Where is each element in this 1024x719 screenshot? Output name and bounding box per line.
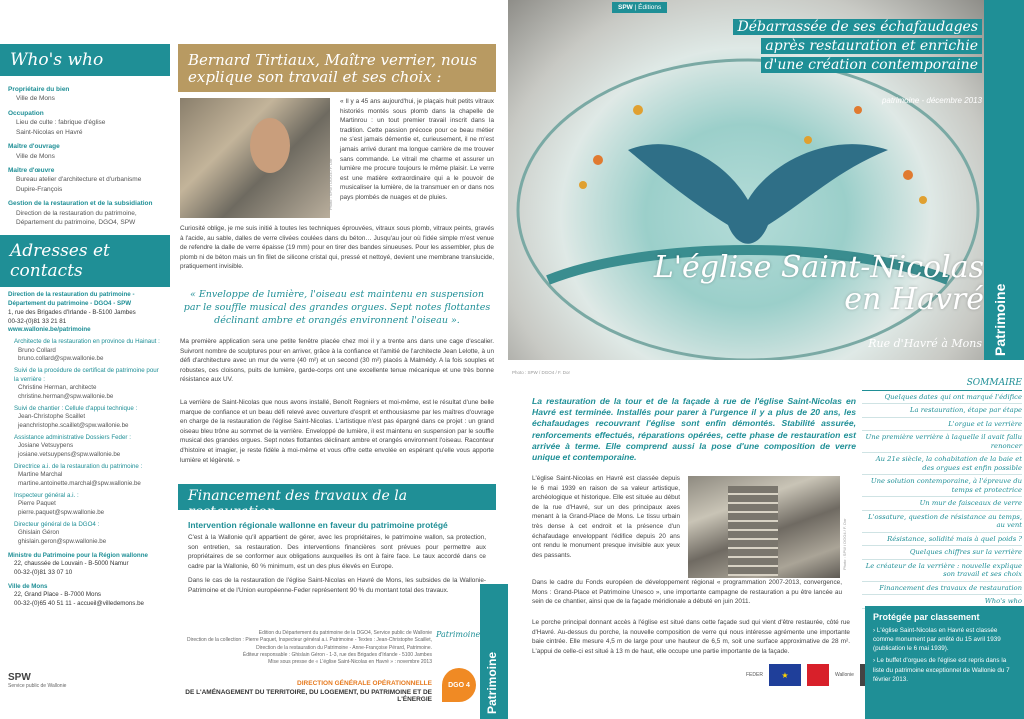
dgo4-address: 1, rue des Brigades d'Irlande - B-5100 Jambes	[8, 308, 136, 316]
dgo4-banner	[178, 680, 432, 703]
finance-paragraph-2: Dans le cas de la restauration de l'église Saint-Nicolas en Havré de Mons, les subsides de la Wallonie-Patrimoine et de l'Union européenne-Feder représentent 90 % du montant total des travaux.	[188, 577, 486, 594]
interview-quote: « Enveloppe de lumière, l'oiseau est maintenu en suspension par le souffle musical des grandes orgues. Sept notes flottantes déclinant ambre et orangés environnent l'oiseau ».	[183, 289, 491, 326]
amber-note	[579, 181, 587, 189]
body-paragraph-1: L'église Saint-Nicolas en Havré est classée depuis le 6 mai 1939 en raison de sa valeur artistique, archéologique et historique. Elle est située au début de la rue d'Havré, sur un des principaux axes menant à la Grand-Place de Mons. Le tissu urbain très dense à cet endroit et la présence d'un échafaudage enveloppant l'édifice depuis 20 ans ont rendu le monument presque invisible aux yeux des passants.	[532, 475, 680, 559]
whos-who-entry-line: Bureau atelier d'architecture et d'urbanisme	[16, 176, 142, 184]
contact-role: Suivi de chantier : Cellule d'appui technique :	[14, 404, 138, 412]
sommaire-item[interactable]: L'ossature, question de résistance au temps, au vent	[862, 511, 1022, 533]
contact-role: Directrice a.i. de la restauration du patrimoine :	[14, 462, 143, 470]
whos-who-list	[0, 76, 170, 231]
mons-line-2: 00-32-(0)65 40 51 11 - accueil@villedemons.be	[14, 599, 144, 607]
patrimoine-flag	[984, 0, 1024, 360]
spw-logo-sub: Service public de Wallonie	[8, 683, 67, 689]
dgo4-address-title: Direction de la restauration du patrimoine - Département du patrimoine - DGO4 - SPW	[8, 291, 135, 308]
amber-note	[903, 170, 913, 180]
contact-email-link[interactable]: christine.herman@spw.wallonie.be	[18, 392, 114, 400]
contact-role: Directeur général de la DGO4 :	[14, 520, 100, 528]
contact-email-link[interactable]: bruno.collard@spw.wallonie.be	[18, 355, 104, 363]
blue-bird-icon	[628, 144, 888, 244]
protegee-item-1: › L'église Saint-Nicolas en Havré est classée comme monument par arrêté du 15 avril 1939 (publication le 6 mai 1939).	[873, 627, 1001, 653]
contact-item	[8, 492, 162, 518]
sommaire-title: SOMMAIRE	[862, 378, 1022, 391]
contact-item	[8, 434, 162, 460]
headline-line-3: d'une création contemporaine	[761, 57, 982, 73]
sommaire-item[interactable]: Le créateur de la verrière : nouvelle explique son travail et ses choix	[862, 560, 1022, 582]
contact-email-link[interactable]: ghislain.geron@spw.wallonie.be	[18, 537, 107, 545]
colophon-line: Direction de la collection : Pierre Paquet, Inspecteur général a.i. Patrimoine - Textes : Jean-Christophe Scaillet,	[186, 637, 432, 644]
contact-item	[8, 405, 162, 431]
side-brand-strip	[480, 584, 508, 719]
colophon-line: Éditeur responsable : Ghislain Géron - 1-3, rue des Brigades d'Irlande - 5100 Jambes	[242, 651, 432, 658]
scaffold-photo	[688, 476, 840, 578]
sommaire-item[interactable]: Quelques dates qui ont marqué l'édifice	[862, 391, 1022, 404]
contact-name: Pierre Paquet	[18, 500, 56, 508]
subtitle: Rue d'Havré à Mons	[868, 337, 982, 350]
colophon-line: Direction de la restauration du Patrimoine - Anne-Françoise Pérard, Patrimoine.	[256, 644, 432, 651]
contact-name: Ghislain Géron	[18, 529, 60, 537]
artist-photo	[180, 98, 330, 218]
mons-line-1: 22, Grand Place - B-7000 Mons	[14, 591, 102, 599]
interview-paragraph-2: Curiosité oblige, je me suis initié à toutes les techniques éprouvées, vitraux sous plomb, vitraux peints, gravés à l'acide, au sable, dalles de verre clivées coulées dans du béton… Jusqu'au jour où l'idée simple m'est venue de refendre la dalle de verre épaisse (19 mm) pour en tirer des bandes sinueuses. Pour les assembler, plus de plomb ni de béton mais un fin filet de silicone cristal qui, pressé et nettoyé, devient une membrane translucide, pratiquement invisible.	[180, 225, 494, 271]
dateline: patrimoine - décembre 2013	[881, 96, 982, 105]
dgo4-website-link[interactable]: www.wallonie.be/patrimoine	[8, 326, 91, 334]
artist-face	[250, 118, 290, 173]
protegee-item-2: › Le buffet d'orgues de l'église est repris dans la liste du patrimoine exceptionnel de Wallonie du 7 février 2013.	[873, 657, 1010, 683]
whos-who-entry-title: Maître d'ouvrage	[8, 143, 60, 151]
whos-who-entry-line: Saint-Nicolas en Havré	[16, 128, 83, 136]
finance-paragraph-1: C'est à la Wallonie qu'il appartient de gérer, avec les propriétaires, le patrimoine wallon, sa protection, son entretien, sa restauration. Des interventions financières sont prévues pour permettre aux propriétaires de se conformer aux obligations auxquelles ils ont à faire face. Le taux accordé dans ce cadre par la Wallonie, 60 % minimum, est un des plus élevés en Europe.	[188, 534, 486, 570]
artist-photo-credit: Photo : SPW / DGO4 / F. Dor	[328, 158, 333, 210]
addresses-block	[0, 287, 170, 612]
interview-paragraph-4: La verrière de Saint-Nicolas que nous avons installé, Benoît Regniers et moi-même, est le résultat d'une belle marque de confiance et un beau défi relevé avec ouverture d'esprit et enthousiasme par les maîtres d'ouvrage en charge de la restauration de l'église Saint-Nicolas. L'artistique n'est pas épargné dans ce projet : un grand oiseau bleu trône au sommet de la verrière. Enveloppé de lumière, il est maintenu en suspension par le souffle musical des grandes orgues. Sept notes flottantes déclinant ambre et orangés environnent l'oiseau. Raconteur d'histoire et imagier, je reste fidèle à moi-même et vous offre cette envolée en espérant qu'elle vous apporte lumière et légèreté. »	[180, 399, 494, 464]
sommaire-item[interactable]: Une première verrière à laquelle il avait fallu renoncer	[862, 431, 1022, 453]
main-title-line-2: en Havré	[844, 281, 984, 317]
minister-line-1: 22, chaussée de Louvain - B-5000 Namur	[14, 560, 129, 568]
spw-logo-text: SPW	[8, 672, 31, 683]
body-paragraph-3: Le porche principal donnant accès à l'église est situé dans cette façade sud qui vient d'être restaurée, côté rue d'Havré. Au-dessus du porche, la nouvelle composition de verre qui nous intéresse agrémente une importante baie cintrée. Elle mesure 4,5 m de large pour une hauteur de 6,5 m, soit une surface approximative de 28 m². L'appui de celle-ci est situé à 13 m de haut, elle occupe une partie importante de la façade.	[532, 619, 850, 655]
contact-role: Assistance administrative Dossiers Feder :	[14, 433, 131, 441]
interview-paragraph-1: « Il y a 45 ans aujourd'hui, je plaçais huit petits vitraux historiés montés sous plomb dans la chapelle de Martinrou : un tout premier travail inscrit dans la tradition. Cette passion précoce pour ce beau métier ne s'est jamais démentie et, curieusement, il ne m'est jamais arrivé durant ma longue carrière de me trouver sans commande. Le vitrail me charme et assurer un lumière me procure toujours le même plaisir. Le verre est une matière extraordinaire qui a le pouvoir de musicaliser la lumière, de la transmuer en or dans nos pays plombés de nuages et de pluies.	[340, 98, 494, 202]
whos-who-entry-line: Ville de Mons	[16, 95, 55, 103]
minister-line-2: 00-32-(0)81 33 07 10	[14, 568, 73, 576]
protegee-title: Protégée par classement	[873, 612, 980, 622]
dgo4-phone: 00-32-(0)81 33 21 81	[8, 317, 67, 325]
editions-tag: Éditions	[638, 4, 662, 11]
addresses-header: Adresses et contacts	[0, 235, 170, 287]
contact-item	[8, 463, 162, 489]
spw-tag: SPW	[618, 4, 633, 11]
feder-label: FEDER	[746, 672, 763, 678]
contact-name: Christine Herman, architecte	[18, 384, 97, 392]
protegee-box	[865, 606, 1024, 719]
contact-name: Josiane Vetsuypens	[18, 442, 74, 450]
headline-line-1: Débarrassée de ses échafaudages	[733, 19, 982, 35]
contact-email-link[interactable]: pierre.paquet@spw.wallonie.be	[18, 508, 105, 516]
finance-header: Financement des travaux de la restauration	[178, 484, 496, 510]
colophon-brand: Patrimoine	[436, 630, 481, 639]
middle-column	[178, 0, 496, 719]
mons-title: Ville de Mons	[8, 582, 48, 590]
finance-subtitle: Intervention régionale wallonne en faveur du patrimoine protégé	[188, 520, 448, 530]
colophon-line: Mise sous presse de « L'église Saint-Nicolas en Havré » : novembre 2013	[268, 659, 432, 665]
wallonie-rooster-icon	[807, 664, 829, 686]
flag-brand: Patrimoine	[992, 283, 1008, 356]
sommaire-item[interactable]: Who's who	[862, 595, 1022, 608]
minister-title: Ministre du Patrimoine pour la Région wallonne	[8, 551, 148, 559]
whos-who-entry-title: Occupation	[8, 109, 44, 117]
protegee-item-1-text: L'église Saint-Nicolas en Havré est classée comme monument par arrêté du 15 avril 1939 (publication le 6 mai 1939).	[873, 627, 1001, 653]
sommaire-box	[862, 378, 1022, 609]
wallonie-label: Wallonie	[834, 672, 854, 678]
sommaire-item[interactable]: La restauration, étape par étape	[862, 404, 1022, 417]
funding-logos	[746, 664, 876, 686]
main-title	[600, 252, 984, 315]
contacts-list	[8, 338, 162, 547]
spw-logo	[8, 672, 68, 689]
sommaire-item[interactable]: Une solution contemporaine, à l'épreuve du temps et protectrice	[862, 475, 1022, 497]
amber-note	[919, 196, 927, 204]
whos-who-entry-line: Ville de Mons	[16, 152, 55, 160]
body-paragraph-2: Dans le cadre du Fonds européen de développement régional « programmation 2007-2013, convergence, Mons : Grand-Place et Patrimoine Unesco », une importante campagne de restauration a pu être lancée au sein de ce chantier, ainsi que de la façade méridionale a débuté en juin 2011.	[532, 579, 842, 606]
protegee-item-2-text: Le buffet d'orgues de l'église est repris dans la liste du patrimoine exceptionnel de Wallonie du 7 février 2013.	[873, 657, 1010, 683]
whos-who-entry-line: Direction de la restauration du patrimoine,	[16, 209, 137, 217]
contact-role: Suivi de la procédure de certificat de patrimoine pour la verrière :	[14, 366, 159, 383]
dg-line-1: DIRECTION GÉNÉRALE OPÉRATIONNELLE	[297, 680, 432, 687]
sommaire-item[interactable]: Résistance, solidité mais à quel poids ?	[862, 533, 1022, 546]
amber-note	[633, 105, 643, 115]
scaffold-structure	[728, 486, 778, 576]
contact-item	[8, 338, 162, 364]
amber-note	[804, 136, 812, 144]
colophon	[178, 630, 432, 666]
whos-who-entry-title: Gestion de la restauration et de la subsidiation	[8, 200, 153, 208]
contact-role: Inspecteur général a.i. :	[14, 491, 79, 499]
sommaire-item[interactable]: L'orgue et la verrière	[862, 418, 1022, 431]
colophon-line: Edition du Département du patrimoine de la DGO4, Service public de Wallonie	[258, 630, 432, 636]
eu-flag-icon: ★	[769, 664, 801, 686]
sommaire-item[interactable]: Quelques chiffres sur la verrière	[862, 546, 1022, 559]
side-brand: Patrimoine	[485, 651, 499, 714]
spw-editions-tag: SPW | Éditions	[612, 2, 667, 13]
amber-note	[593, 155, 603, 165]
contact-name: Martine Marchal	[18, 471, 63, 479]
left-column	[0, 0, 170, 719]
scaffold-photo-credit: Photo : SPW / DGO4 / F. Dor	[842, 518, 847, 570]
contact-role: Architecte de la restauration en province du Hainaut :	[14, 337, 160, 345]
amber-note	[854, 106, 862, 114]
headline-block	[676, 18, 982, 74]
dgo4-logo: DGO 4	[442, 668, 476, 702]
right-photo-credit: Photo : SPW / DGO4 / F. Dor	[512, 370, 571, 375]
contact-email-link[interactable]: martine.antoinette.marchal@spw.wallonie.be	[18, 479, 141, 487]
whos-who-entry-title: Maître d'œuvre	[8, 166, 55, 174]
intro-paragraph: La restauration de la tour et de la façade à rue de l'église Saint-Nicolas en Havré est terminée. Installés pour parer à l'urgence il y a plus de 20 ans, les échafaudages recouvrant l'église sont enfin démontés. Stabilité assurée, renforcements effectués, réparations opérées, cette phase de restauration est arrivée à terme. Elle comprend aussi la pose d'une composition de verre unique et contemporaine.	[532, 396, 856, 462]
whos-who-entry-title: Propriétaire du bien	[8, 86, 70, 93]
whos-who-header: Who's who	[0, 44, 170, 76]
sommaire-list	[862, 391, 1022, 609]
contact-email-link[interactable]: jeanchristophe.scaillet@spw.wallonie.be	[18, 421, 129, 429]
sommaire-item[interactable]: Un mur de faisceaux de verre	[862, 497, 1022, 510]
whos-who-entry-line: Département du patrimoine, DGO4, SPW	[16, 219, 136, 227]
contact-email-link[interactable]: josiane.vetsuypens@spw.wallonie.be	[18, 450, 121, 458]
contact-item	[8, 367, 162, 402]
contact-name: Jean-Christophe Scaillet	[18, 413, 86, 421]
main-title-line-1: L'église Saint-Nicolas	[653, 250, 984, 285]
sommaire-item[interactable]: Financement des travaux de restauration	[862, 582, 1022, 595]
whos-who-entry-line: Lieu de culte : fabrique d'église	[16, 119, 106, 127]
contact-item	[8, 521, 162, 547]
contact-name: Bruno Collard	[18, 346, 56, 354]
interview-paragraph-3: Ma première application sera une petite fenêtre placée chez moi il y a trente ans dans une cage d'escalier. Suivront nombre de sculptures pour en arriver, grâce à la confiance et l'amitié de l'architecte Jean Lelotte, à un défi d'architecture avec un mur de verre (40 m²) et un second (30 m²) placés à Malmédy. A la fois souples et robustes, ces cloisons, puits de lumière, garde-corps ont une excellente tenue mécanique et une très bonne résistance aux UV.	[180, 338, 494, 384]
interview-header: Bernard Tirtiaux, Maître verrier, nous explique son travail et ses choix :	[178, 44, 496, 92]
dg-line-2: DE L'AMÉNAGEMENT DU TERRITOIRE, DU LOGEMENT, DU PATRIMOINE ET DE L'ÉNERGIE	[185, 689, 432, 703]
sommaire-item[interactable]: Au 21e siècle, la cohabitation de la baie et des orgues est enfin possible	[862, 453, 1022, 475]
headline-line-2: après restauration et enrichie	[761, 38, 982, 54]
whos-who-entry-line: Dupire-François	[16, 185, 63, 193]
